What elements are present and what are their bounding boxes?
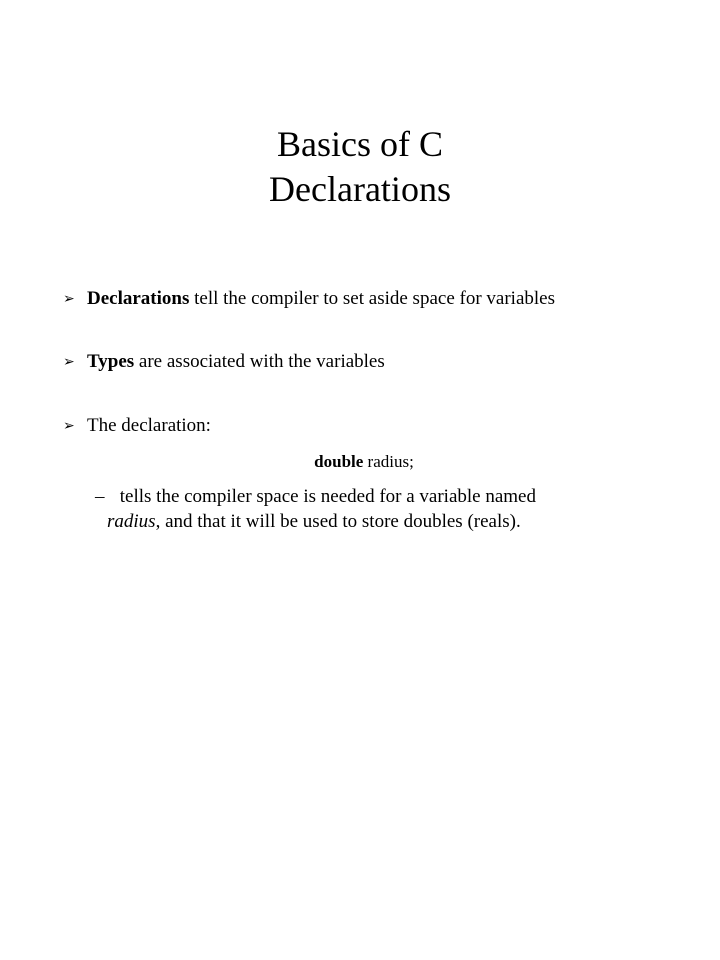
sub-bullet-text-1: tells the compiler space is needed for a variable named (119, 486, 536, 507)
slide-title (0, 122, 720, 212)
bullet-bold-term: Types (87, 351, 135, 372)
arrow-bullet-icon: ➢ (63, 292, 75, 307)
bullet-types (63, 350, 385, 375)
arrow-bullet-icon: ➢ (63, 419, 75, 434)
bullet-text: tell the compiler to set aside space for variables (189, 288, 555, 309)
title-line-2: Declarations (269, 169, 451, 209)
sub-bullet-line-1 (95, 484, 655, 509)
bullet-text: are associated with the variables (134, 351, 385, 372)
bullet-bold-term: Declarations (87, 288, 190, 309)
bullet-declaration (63, 414, 211, 439)
code-keyword: double (314, 452, 364, 471)
bullet-text: The declaration: (87, 415, 211, 436)
code-example (0, 451, 720, 473)
arrow-bullet-icon: ➢ (63, 355, 75, 370)
dash-bullet-icon: – (95, 486, 105, 507)
bullet-declarations (63, 287, 555, 312)
sub-bullet-line-2 (95, 509, 655, 534)
code-rest: radius; (363, 452, 414, 471)
variable-name: radius (107, 511, 156, 532)
sub-bullet (95, 484, 655, 534)
sub-bullet-text-2: , and that it will be used to store doubles (reals). (155, 511, 521, 532)
title-line-1: Basics of C (277, 124, 443, 164)
